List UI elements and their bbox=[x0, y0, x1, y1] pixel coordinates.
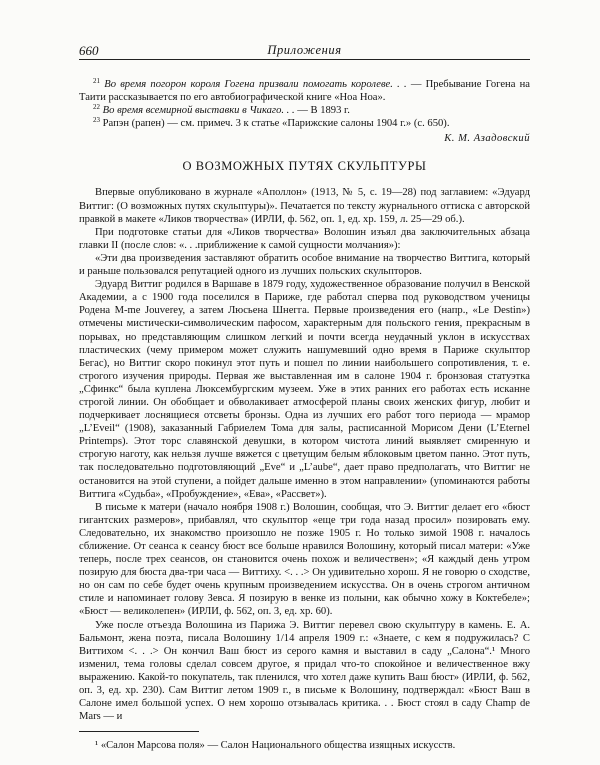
note-quote: Во время всемирной выставки в Чикаго. . . bbox=[102, 105, 295, 117]
note-text: — В 1893 г. bbox=[294, 105, 350, 117]
paragraph-quote-start: «Эти два произведения заставляют обратить особое внимание на творчество Виттига, который и раньше пользовался репутацией одного из лучших польских скульпторов. bbox=[79, 252, 530, 278]
page-number: 660 bbox=[79, 43, 99, 58]
note-number: 23 bbox=[93, 116, 100, 125]
note-quote: Во время погорон короля Гогена призвали помогать королеве. . . bbox=[104, 79, 407, 90]
header-rule bbox=[79, 59, 530, 60]
paragraph-preparation: При подготовке статьи для «Ликов творчества» Волошин изъял два заключительных абзаца главки II (после слов: «. . .приближение к самой сущности молчания»): bbox=[79, 226, 530, 251]
note-23 bbox=[79, 117, 530, 130]
running-title: Приложения bbox=[267, 43, 342, 57]
paragraph-after-departure: Уже после отъезда Волошина из Парижа Э. Виттиг перевел свою скульптуру в камень. Е. А. Бальмонт, жена поэта, писала Волошину 1/14 апреля 1909 г.: «Знаете, с кем я подружилась? С Виттихом <. . .> Он кончил Ваш бюст из серого камня и выставил в саду „Салона“.¹ Много изменил, тема головы сделал совсем другое, я придал что-то спокойное и величественное вжу выражению. Какой-то покупатель, так пленился, что хотел даже купить Ваш бюст» (ИРЛИ, ф. 562, оп. 3, ед. хр. 230). Сам Виттиг летом 1909 г., в письме к Волошину, подтверждал: «Бюст Ваш в Салоне имел большой успех. О нем хорошо отзывалась критика. . . Бюст стоял в саду Champ de Mars — и bbox=[79, 619, 530, 723]
note-22 bbox=[79, 104, 530, 117]
note-number: 21 bbox=[93, 77, 100, 85]
running-header bbox=[79, 41, 530, 61]
page-body bbox=[79, 78, 530, 752]
author-signature: К. М. Азадовский bbox=[444, 133, 530, 145]
note-text: — Пребывание Гогена на Таити рассказывается по его автобиографической книге «Ноа Ноа». bbox=[79, 79, 530, 104]
paragraph-publication: Впервые опубликовано в журнале «Аполлон» (1913, № 5, с. 19—28) под заглавием: «Эдуард Виттиг: (О возможных путях скульптуры)». Печатается по тексту журнального оттиска с авторской правкой в макете «Ликов творчества» (ИРЛИ, ф. 562, оп. 1, ед. хр. 159, л. 25—29 об.). bbox=[79, 187, 530, 225]
section-title: О ВОЗМОЖНЫХ ПУТЯХ СКУЛЬПТУРЫ bbox=[182, 159, 427, 174]
footnote-rule bbox=[79, 731, 199, 732]
note-number: 22 bbox=[93, 103, 100, 112]
note-text: Рапэн (рапен) — см. примеч. 3 к статье «Парижские салоны 1904 г.» (с. 650). bbox=[102, 118, 450, 130]
paragraph-letter-mother: В письме к матери (начало ноября 1908 г.) Волошин, сообщая, что Э. Виттиг делает его «бюст гигантских размеров», прибавлял, что скульптор «еще три года назад просил» позировать ему. Следовательно, их знакомство произошло не позже 1905 г. Но только зимой 1908 г. началось сближение. От сеанса к сеансу бюст все больше нравился Волошину, который писал матери: «Уже теперь, после трех сеансов, он становится очень похож и величествен»; «Я каждый день утром позирую для бюста два-три часа — Виттиху. <. . .> Он удивительно хорош. Я не говорю о сходстве, но он сам по себе будет очень крупным произведением искусства. Он в очень строгом античном стиле и напоминает голову Зевса. Я позирую в венке из полыни, как обычно хожу в Коктебеле»; «Бюст — великолепен» (ИРЛИ, ф. 562, оп. 3, ед. хр. 60). bbox=[79, 501, 530, 618]
paragraph-wittig-bio: Эдуард Виттиг родился в Варшаве в 1879 году, художественное образование получил в Венской Академии, а с 1900 года поселился в Париже, где работал сперва под руководством ученицы Родена M-me Jouverey, а затем Люсьена Шнегга. Первые произведения его (напр., «Le Destin») отмечены мистически-символическим пафосом, характерным для польского гения, прекрасным в порывах, но представляющим слишком легкий и почти всегда неудачный уклон в искусствах пластических (чему примером может служить нашумевший одно время в Париже скульптор Бегас), но Виттиг скоро покинул этот путь и пошел по линии наибольшего сопротивления, т. е. строгого изучения природы. Первая же выставленная им в салоне 1904 г. бронзовая статуэтка „Сфинкс“ была куплена Люксембургским музеем. Уже в этих ранних его работах есть исканне строгой линии. Он обобщает и обволакивает атмосферой планы своих женских фигур, любит и подчеркивает лоснящиеся отсветы бронзы. Одна из лучших его работ того периода — мрамор „L’Eveil“ (1908), заказанный Габриелем Тома для залы, расписанной Морисом Дени (L’Eternel Printemps). Этот торс славянской девушки, в котором чистота линий выявляет смиренную и строгую наготу, как нельзя лучше вяжется с цветущим белым яблоковым цветом панно. Этот путь, так последовательно подготовляющий „Eve“ и „L’aube“, дает право предполагать, что Виттиг не остановится на этой ступени, а пойдет дальше именно в этом направлении» (упоминаются работы Виттига «Судьба», «Пробуждение», «Ева», «Рассвет»). bbox=[79, 279, 530, 500]
note-21 bbox=[79, 78, 530, 104]
footnote: ¹ «Салон Марсова поля» — Салон Национального общества изящных искусств. bbox=[95, 740, 456, 752]
